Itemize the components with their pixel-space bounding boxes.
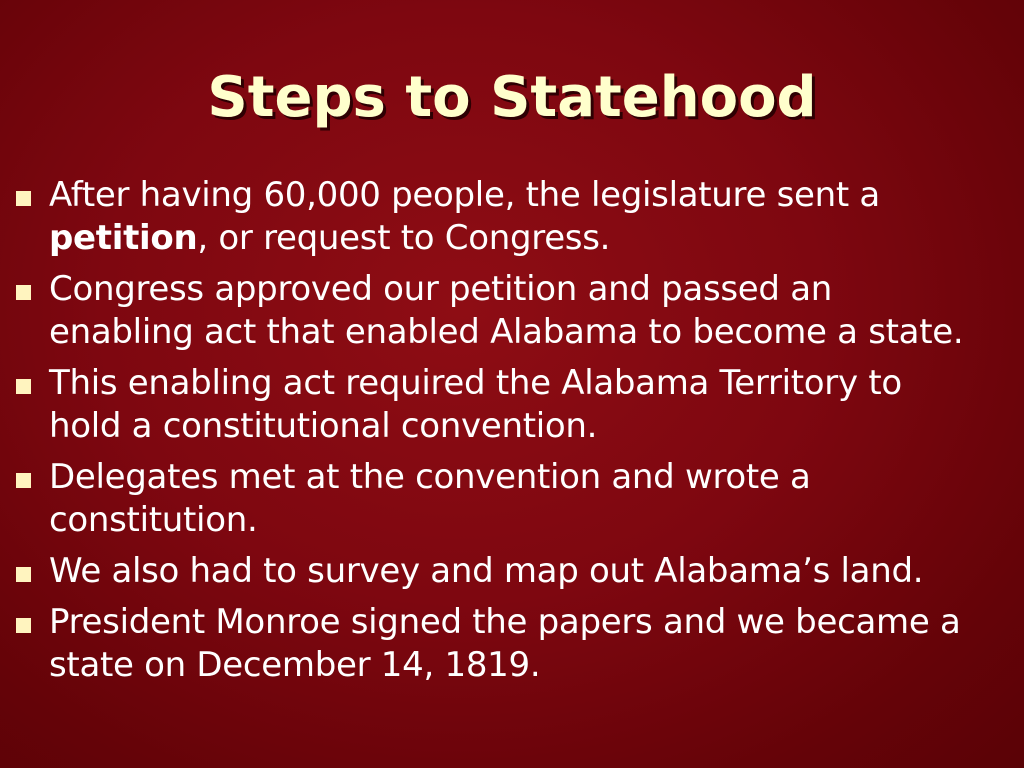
square-bullet-icon bbox=[16, 191, 31, 206]
bullet-text: Congress approved our petition and passed an enabling act that enabled Alabama to become a state. bbox=[49, 269, 964, 352]
bullet-item bbox=[16, 362, 976, 448]
bullet-list bbox=[16, 174, 976, 695]
bullet-item bbox=[16, 456, 976, 542]
bullet-text: Delegates met at the convention and wrote a constitution. bbox=[49, 457, 811, 540]
bullet-item bbox=[16, 550, 976, 593]
bullet-text: , or request to Congress. bbox=[197, 218, 611, 258]
bullet-text: President Monroe signed the papers and we became a state on December 14, 1819. bbox=[49, 602, 961, 685]
bullet-item bbox=[16, 601, 976, 687]
bullet-text: After having 60,000 people, the legislature sent a bbox=[49, 175, 880, 215]
bullet-item bbox=[16, 174, 976, 260]
square-bullet-icon bbox=[16, 285, 31, 300]
bullet-text: This enabling act required the Alabama Territory to hold a constitutional convention. bbox=[49, 363, 902, 446]
square-bullet-icon bbox=[16, 618, 31, 633]
bullet-bold-term: petition bbox=[49, 218, 198, 258]
bullet-text: We also had to survey and map out Alabama’s land. bbox=[49, 551, 924, 591]
square-bullet-icon bbox=[16, 473, 31, 488]
slide-title: Steps to Statehood bbox=[207, 65, 817, 130]
bullet-item bbox=[16, 268, 976, 354]
square-bullet-icon bbox=[16, 567, 31, 582]
square-bullet-icon bbox=[16, 379, 31, 394]
